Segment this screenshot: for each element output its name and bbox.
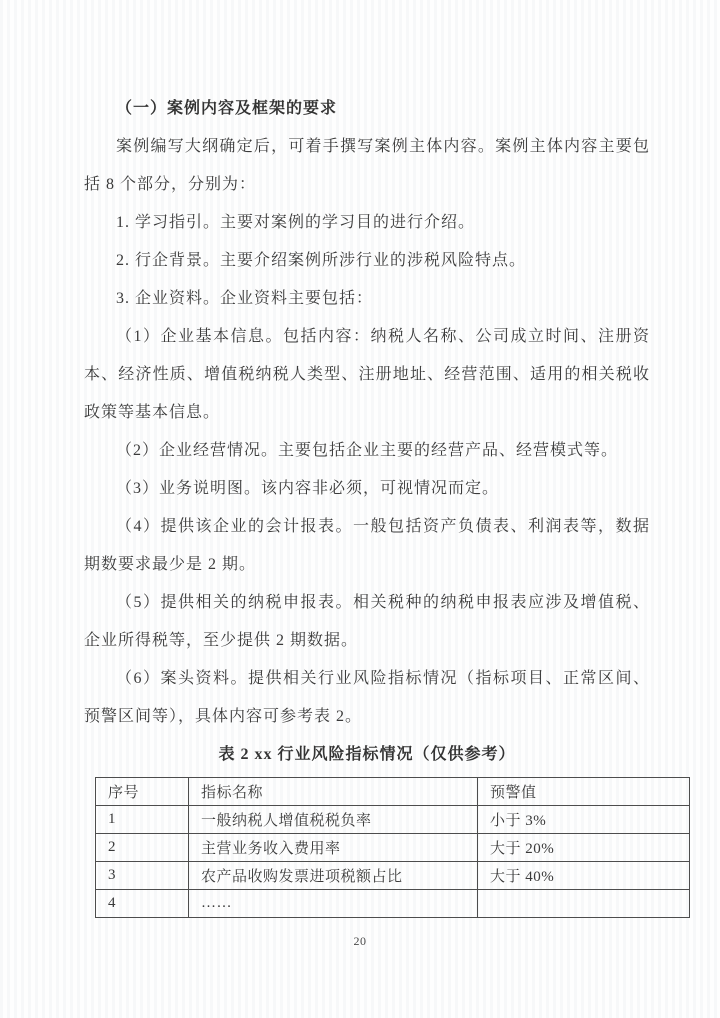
list-item-2: 2. 行企背景。主要介绍案例所涉行业的涉税风险特点。 (116, 252, 527, 269)
table-row (96, 806, 690, 834)
document-content (84, 90, 650, 918)
cell-warn: 小于 3% (478, 806, 690, 834)
table-title: 表 2 xx 行业风险指标情况（仅供参考） (218, 746, 516, 763)
cell-name: …… (189, 890, 478, 918)
risk-indicator-table (95, 777, 690, 918)
list-item-1: 1. 学习指引。主要对案例的学习目的进行介绍。 (116, 214, 476, 231)
header-cell-name: 指标名称 (189, 778, 478, 806)
table-row (96, 862, 690, 890)
cell-seq: 2 (96, 834, 189, 862)
sub-item-3: （3）业务说明图。该内容非必须，可视情况而定。 (116, 480, 500, 497)
cell-warn: 大于 20% (478, 834, 690, 862)
paragraph-intro: 案例编写大纲确定后，可着手撰写案例主体内容。案例主体内容主要包括 8 个部分，分别为： (84, 138, 650, 193)
table-header-row (96, 778, 690, 806)
cell-seq: 3 (96, 862, 189, 890)
sub-item-6: （6）案头资料。提供相关行业风险指标情况（指标项目、正常区间、预警区间等），具体内容可参考表 2。 (84, 670, 650, 725)
header-cell-warn: 预警值 (478, 778, 690, 806)
sub-item-5: （5）提供相关的纳税申报表。相关税种的纳税申报表应涉及增值税、企业所得税等，至少提供 2 期数据。 (84, 594, 650, 649)
cell-name: 一般纳税人增值税税负率 (189, 806, 478, 834)
section-heading: （一）案例内容及框架的要求 (116, 100, 338, 117)
cell-name: 农产品收购发票进项税额占比 (189, 862, 478, 890)
table-row (96, 834, 690, 862)
cell-warn (478, 890, 690, 918)
sub-item-2: （2）企业经营情况。主要包括企业主要的经营产品、经营模式等。 (116, 442, 619, 459)
page-number: 20 (353, 934, 367, 948)
table-row (96, 890, 690, 918)
cell-warn: 大于 40% (478, 862, 690, 890)
cell-seq: 4 (96, 890, 189, 918)
sub-item-1: （1）企业基本信息。包括内容：纳税人名称、公司成立时间、注册资本、经济性质、增值税纳税人类型、注册地址、经营范围、适用的相关税收政策等基本信息。 (84, 328, 650, 421)
cell-seq: 1 (96, 806, 189, 834)
sub-item-4: （4）提供该企业的会计报表。一般包括资产负债表、利润表等，数据期数要求最少是 2 期。 (84, 518, 650, 573)
cell-name: 主营业务收入费用率 (189, 834, 478, 862)
header-cell-seq: 序号 (96, 778, 189, 806)
list-item-3: 3. 企业资料。企业资料主要包括： (116, 290, 374, 307)
